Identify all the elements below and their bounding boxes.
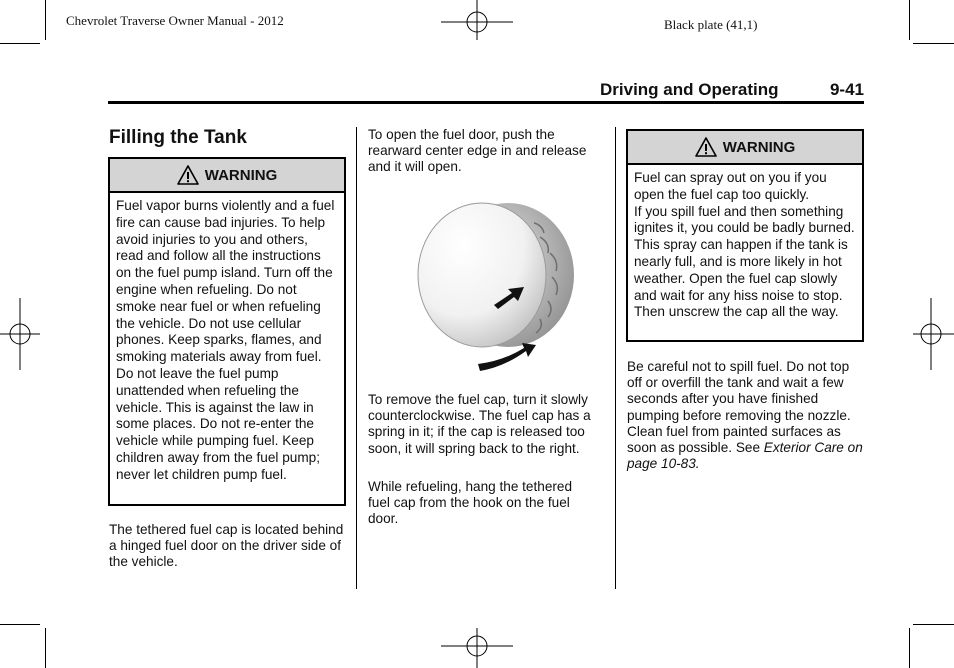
warning-label: WARNING	[722, 138, 796, 156]
body-paragraph: The tethered fuel cap is located behind a hinged fuel door on the driver side of the vehicle.	[109, 522, 344, 570]
section-header	[600, 80, 864, 100]
warning-box	[108, 157, 346, 506]
fuel-door-illustration	[400, 193, 600, 383]
manual-title: Chevrolet Traverse Owner Manual - 2012	[66, 13, 284, 28]
page-number: 9-41	[829, 80, 864, 99]
cross-reference-link[interactable]: Exterior Care on page 10-83.	[627, 440, 863, 472]
warning-header	[110, 159, 344, 193]
warning-box	[626, 129, 864, 342]
plate-label: Black plate (41,1)	[664, 17, 758, 32]
section-title: Driving and Operating	[600, 80, 779, 99]
body-paragraph: While refueling, hang the tethered fuel cap from the hook on the fuel door.	[368, 479, 573, 527]
page-title: Filling the Tank	[109, 127, 247, 148]
column-divider	[615, 127, 616, 589]
warning-header	[628, 131, 862, 165]
body-paragraph: To open the fuel door, push the rearward center edge in and release and it will open.	[368, 127, 587, 175]
body-paragraph	[627, 359, 863, 472]
warning-text	[628, 165, 862, 321]
caution-triangle-icon	[177, 165, 199, 185]
header-rule	[108, 101, 864, 104]
warning-text: Fuel vapor burns violently and a fuel fire can cause bad injuries. To help avoid injuries to you and others, read and follow all the instructions on the fuel pump island. Turn off the engine when refueling. Do not smoke near fuel or when refueling the vehicle. Do not use cellular phones. Keep sparks, flames, and smoking materials away from fuel. Do not leave the fuel pump unattended when refueling the vehicle. This is against the law in some places. Do not re-enter the vehicle while pumping fuel. Keep children away from the fuel pump; never let children pump fuel.	[116, 198, 335, 482]
warning-paragraph: If you spill fuel and then something ignites it, you could be badly burned. This spray can happen if the tank is nearly full, and is more likely in hot weather. Open the fuel cap slowly and wait for any hiss noise to stop. Then unscrew the cap all the way.	[634, 203, 855, 320]
body-paragraph: To remove the fuel cap, turn it slowly counterclockwise. The fuel cap has a spring in it; if the cap is released too soon, it will spring back to the right.	[368, 392, 591, 456]
caution-triangle-icon	[695, 137, 717, 157]
warning-paragraph: Fuel can spray out on you if you open the fuel cap too quickly.	[634, 170, 827, 202]
warning-label: WARNING	[204, 166, 278, 184]
body-text: Be careful not to spill fuel. Do not top off or overfill the tank and wait a few seconds after you have finished pumping before removing the nozzle. Clean fuel from painted surfaces as soon as possible. See	[627, 359, 851, 456]
column-divider	[356, 127, 357, 589]
